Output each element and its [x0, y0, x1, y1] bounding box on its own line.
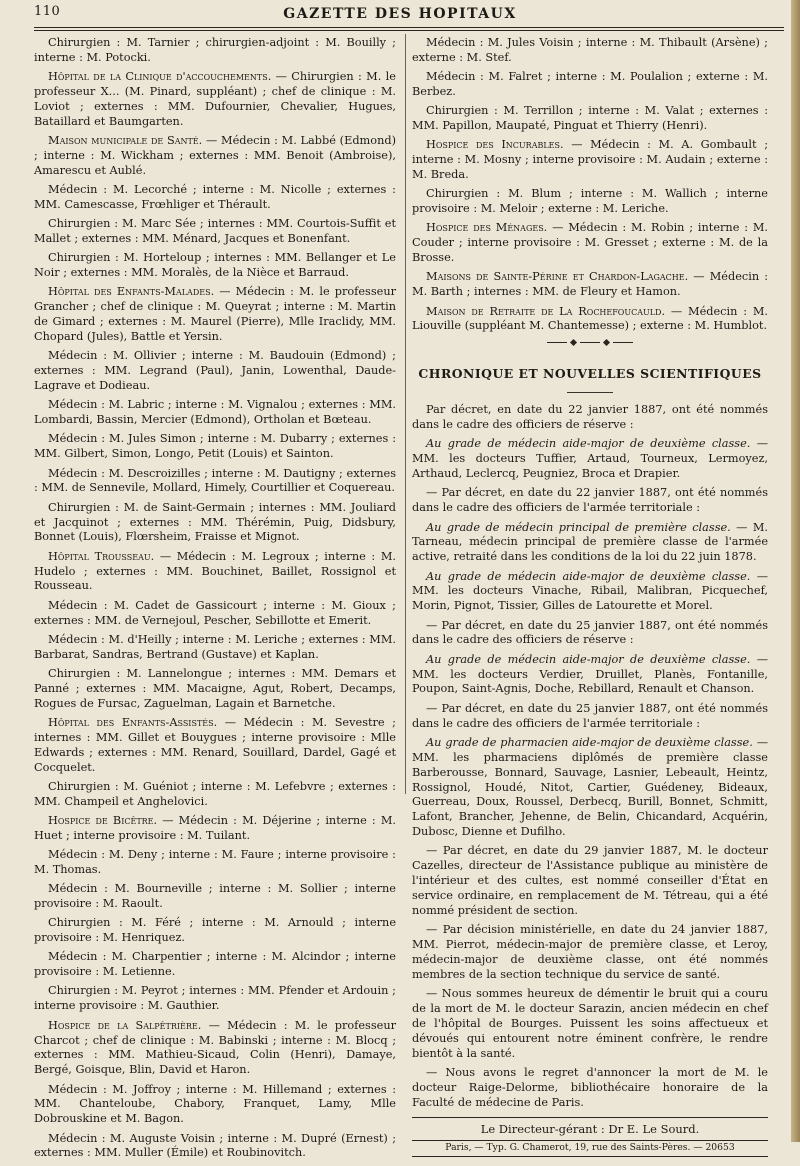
news-item: [412, 987, 768, 1062]
hospital-heading: Hospice de Bicêtre.: [48, 813, 158, 827]
section-ornament: [412, 340, 768, 345]
paragraph-text: Chirurgien : M. Guéniot ; interne : M. Lefebvre ; externes : MM. Champeil et Anghelovici.: [34, 779, 396, 808]
paragraph-text: — Médecin : M. Labbé (Edmond) ; interne : M. Wickham ; externes : MM. Benoit (Ambroise), Amarescu et Aublé.: [34, 134, 396, 177]
news-item: [412, 1066, 768, 1111]
paragraph-text: — Médecin : M. Barth ; internes : MM. de Fleury et Hamon.: [412, 270, 769, 299]
paragraph-text: Chirurgien : M. Tarnier ; chirurgien-adjoint : M. Bouilly ; interne : M. Potocki.: [34, 36, 396, 64]
hospital-heading: Hospice des Incurables.: [426, 138, 564, 152]
grade-lead: Au grade de pharmacien aide-major de deuxième classe.: [426, 735, 753, 749]
section-heading: CHRONIQUE ET NOUVELLES SCIENTIFIQUES: [418, 366, 762, 382]
paragraph-text: Médecin : M. Descroizilles ; interne : M. Dautigny ; externes : MM. de Sennevile, Mollard, Himely, Courtillier et Coquereau.: [34, 466, 396, 495]
paragraph-text: Chirurgien : M. Lannelongue ; internes : MM. Demars et Panné ; externes : MM. Macaigne, Agut, Robert, Decamps, Rogues de Fursac, Zaguelman, Lagain et Barnetche.: [34, 666, 396, 710]
paragraph-text: — Médecin : M. A. Gombault ; interne : M. Mosny ; interne provisoire : M. Audain ; externe : M. Breda.: [412, 138, 768, 182]
header-rule: [34, 30, 784, 31]
staff-entry: [412, 70, 768, 100]
page-number: 110: [34, 4, 61, 19]
paragraph-text: Médecin : M. Labric ; interne : M. Vignalou ; externes : MM. Lombardi, Bassin, Mercier (Edmond), Ortholan et Bœteau.: [34, 398, 396, 427]
closing-rule: [412, 1117, 768, 1118]
staff-entry: [412, 270, 768, 300]
section-rule: [567, 392, 613, 393]
paragraph-text: Chirurgien : M. Marc Sée ; internes : MM. Courtois-Suffit et Mallet ; externes : MM. Ménard, Jacques et Bonenfant.: [34, 217, 396, 246]
staff-entry: [34, 633, 396, 663]
paragraph-text: — Médecin : M. Sevestre ; internes : MM. Gillet et Bouygues ; interne provisoire : Mlle Edwards ; externes : MM. Renard, Souillard, Dardel, Gagé et Cocquelet.: [34, 715, 396, 774]
staff-entry: [34, 984, 396, 1014]
staff-entry: [34, 1083, 396, 1128]
paragraph-text: Médecin : M. Falret ; interne : M. Poulalion ; externe : M. Berbez.: [412, 70, 768, 99]
paragraph-text: — Médecin : M. Legroux ; interne : M. Hudelo ; externes : MM. Bouchinet, Baillet, Rossignol et Rousseau.: [34, 549, 396, 593]
printer-imprint: Paris, — Typ. G. Chamerot, 19, rue des Saints-Pères. — 20653: [412, 1140, 768, 1157]
news-item: [412, 437, 768, 482]
paragraph-text: — MM. les pharmaciens diplômés de première classe Barberousse, Bonnard, Sauvage, Lasnier, Lebeault, Heintz, Rossignol, Houdé, Nitot, Cartier, Guédeney, Bideaux, Guerreau, Doux, Roussel, Derbecq, Burill, Bonnet, Schmitt, Lafont, Brancher, Jehenne, de Belin, Chicandard, Acquérin, Dubosc, Dienne et Dufilho.: [412, 735, 768, 839]
hospital-heading: Hôpital des Enfants-Assistés.: [48, 715, 218, 729]
staff-entry: [34, 780, 396, 810]
paragraph-text: Médecin : M. Ollivier ; interne : M. Baudouin (Edmond) ; externes : MM. Legrand (Paul), Janin, Lowenthal, Daude-Lagrave et Dodieau.: [34, 349, 396, 393]
paragraph-text: Médecin : M. Cadet de Gassicourt ; interne : M. Gioux ; externes : MM. de Vernejoul, Pescher, Sebillotte et Emerit.: [34, 598, 396, 627]
staff-entry: [34, 134, 396, 179]
staff-entry: [34, 183, 396, 213]
staff-entry: [34, 1132, 396, 1162]
paragraph-text: Chirurgien : M. de Saint-Germain ; internes : MM. Jouliard et Jacquinot ; externes : MM. Thérémin, Puig, Didsbury, Bonnet (Louis), Flœrsheim, Fraisse et Mignot.: [34, 500, 396, 544]
paragraph-text: Par décret, en date du 22 janvier 1887, ont été nommés dans le cadre des officiers de réserve :: [412, 403, 768, 432]
staff-entry: [34, 217, 396, 247]
news-item: [412, 486, 768, 516]
paragraph-text: — Médecin : M. le professeur Charcot ; chef de clinique : M. Babinski ; interne : M. Blocq ; externes : MM. Mathieu-Sicaud, Colin (Henri), Damaye, Bergé, Goisque, Blin, David et Haron.: [34, 1018, 396, 1077]
paragraph-text: — Par décision ministérielle, en date du 24 janvier 1887, MM. Pierrot, médecin-major de première classe, et Leroy, médecin-major de deuxième classe, ont été nommés membres de la section technique du service de santé.: [412, 923, 768, 981]
news-item: [412, 702, 768, 732]
page-edge: [791, 0, 800, 1142]
paragraph-text: Chirurgien : M. Peyrot ; internes : MM. Pfender et Ardouin ; interne provisoire : M. Gauthier.: [34, 984, 396, 1013]
staff-entry: [34, 70, 396, 130]
column-divider: [405, 34, 406, 794]
staff-entry: [34, 950, 396, 980]
news-item: [412, 619, 768, 649]
paragraph-text: — MM. les docteurs Tuffier, Artaud, Tourneux, Lermoyez, Arthaud, Leclercq, Peugniez, Broca et Drapier.: [412, 437, 768, 481]
paragraph-text: — MM. les docteurs Vinache, Ribail, Malibran, Picquechef, Morin, Pignot, Tissier, Gilles de Latourette et Morel.: [412, 569, 768, 613]
paragraph-text: Médecin : M. Charpentier ; interne : M. Alcindor ; interne provisoire : M. Letienne.: [34, 950, 396, 979]
paragraph-text: Médecin : M. Auguste Voisin ; interne : M. Dupré (Ernest) ; externes : MM. Muller (Émile) et Roubinovitch.: [34, 1131, 396, 1160]
paragraph-text: Médecin : M. Deny ; interne : M. Faure ; interne provisoire : M. Thomas.: [34, 848, 396, 876]
chronicle-body: [412, 403, 768, 1110]
paragraph-text: Chirurgien : M. Féré ; interne : M. Arnould ; interne provisoire : M. Henriquez.: [34, 916, 396, 945]
hospital-heading: Maison municipale de Santé.: [48, 134, 203, 148]
paragraph-text: — Médecin : M. Robin ; interne : M. Couder ; interne provisoire : M. Gresset ; externe : M. de la Brosse.: [412, 221, 768, 265]
staff-entry: [34, 251, 396, 281]
staff-entry: [34, 349, 396, 394]
staff-entry: [412, 36, 768, 66]
news-item: [412, 653, 768, 698]
paragraph-text: Chirurgien : M. Blum ; interne : M. Wallich ; interne provisoire : M. Meloir ; externe : M. Leriche.: [412, 187, 768, 216]
paragraph-text: — M. Tarneau, médecin principal de première classe de l'armée active, retraité dans les conditions de la loi du 22 juin 1878.: [412, 520, 769, 564]
news-item: [412, 521, 768, 566]
staff-entry: [34, 550, 396, 595]
director-signature: Le Directeur-gérant : Dr E. Le Sourd.: [480, 1121, 700, 1136]
hospital-heading: Hospice des Ménages.: [426, 221, 548, 235]
hospital-heading: Hôpital de la Clinique d'accouchements.: [48, 70, 272, 84]
grade-lead: Au grade de médecin aide-major de deuxième classe.: [426, 569, 751, 583]
staff-entry: [34, 285, 396, 345]
paragraph-text: Chirurgien : M. Terrillon ; interne : M. Valat ; externes : MM. Papillon, Maupaté, Pinguat et Thierry (Henri).: [412, 104, 768, 133]
staff-entry: [412, 305, 768, 335]
grade-lead: Au grade de médecin principal de première classe.: [426, 520, 731, 534]
staff-entry: [34, 1019, 396, 1079]
news-item: [412, 403, 768, 433]
hospital-listing: [412, 36, 768, 334]
paragraph-text: Médecin : M. Jules Voisin ; interne : M. Thibault (Arsène) ; externe : M. Stef.: [412, 36, 768, 64]
paragraph-text: — Par décret, en date du 25 janvier 1887, ont été nommés dans le cadre des officiers de réserve :: [412, 618, 768, 647]
news-item: [412, 844, 768, 919]
staff-entry: [34, 432, 396, 462]
paragraph-text: — Médecin : M. Liouville (suppléant M. Chantemesse) ; externe : M. Humblot.: [412, 304, 768, 333]
hospital-heading: Hospice de la Salpêtrière.: [48, 1018, 202, 1032]
staff-entry: [34, 814, 396, 844]
paragraph-text: Médecin : M. Jules Simon ; interne : M. Dubarry ; externes : MM. Gilbert, Simon, Longo, Petit (Louis) et Sainton.: [34, 432, 396, 461]
hospital-heading: Hôpital des Enfants-Malades.: [48, 285, 215, 299]
staff-entry: [34, 716, 396, 776]
paragraph-text: — MM. les docteurs Verdier, Druillet, Planès, Fontanille, Poupon, Saint-Agnis, Doche, Rebillard, Renault et Chanson.: [412, 652, 768, 696]
paragraph-text: Médecin : M. Lecorché ; interne : M. Nicolle ; externes : MM. Camescasse, Frœhliger et Thérault.: [34, 183, 396, 211]
staff-entry: [412, 138, 768, 183]
right-column: [412, 36, 768, 1157]
hospital-heading: Maison de Retraite de La Rochefoucauld.: [426, 304, 666, 318]
grade-lead: Au grade de médecin aide-major de deuxième classe.: [426, 437, 751, 451]
paragraph-text: — Par décret, en date du 22 janvier 1887, ont été nommés dans le cadre des officiers de l'armée territoriale :: [412, 486, 768, 515]
paragraph-text: — Par décret, en date du 25 janvier 1887, ont été nommés dans le cadre des officiers de l'armée territoriale :: [412, 701, 768, 730]
hospital-heading: Maisons de Sainte-Périne et Chardon-Lagache.: [426, 270, 689, 284]
paragraph-text: — Chirurgien : M. le professeur X... (M. Pinard, suppléant) ; chef de clinique : M. Loviot ; externes : MM. Dufournier, Chevalier, Hugues, Bataillard et Baumgarten.: [34, 70, 396, 128]
grade-lead: Au grade de médecin aide-major de deuxième classe.: [426, 652, 751, 666]
paragraph-text: — Nous sommes heureux de démentir le bruit qui a couru de la mort de M. le docteur Sarazin, ancien médecin en chef de l'hôpital de Bourges. Puissent les soins affectueux et dévoués qui entourent notre éminent confrère, le rendre bientôt à la santé.: [412, 987, 768, 1060]
staff-entry: [412, 221, 768, 266]
news-item: [412, 923, 768, 983]
staff-entry: [34, 398, 396, 428]
paragraph-text: Médecin : M. Joffroy ; interne : M. Hillemand ; externes : MM. Chanteloube, Chabory, Franquet, Lamy, Mlle Dobrouskine et M. Bagon.: [34, 1082, 396, 1126]
paragraph-text: — Médecin : M. le professeur Grancher ; chef de clinique : M. Queyrat ; interne : M. Martin de Gimard ; externes : M. Maurel (Pierre), Mlle Iraclidy, MM. Chopard (Jules), Battle et Yersin.: [34, 285, 397, 344]
paragraph-text: Chirurgien : M. Horteloup ; internes : MM. Bellanger et Le Noir ; externes : MM. Moralès, de la Nièce et Barraud.: [34, 251, 396, 280]
staff-entry: [34, 882, 396, 912]
left-column: [34, 36, 396, 1166]
paragraph-text: Médecin : M. Bourneville ; interne : M. Sollier ; interne provisoire : M. Raoult.: [34, 882, 396, 911]
paragraph-text: — Nous avons le regret d'annoncer la mort de M. le docteur Raige-Delorme, bibliothécaire honoraire de la Faculté de médecine de Paris.: [412, 1066, 768, 1109]
staff-entry: [34, 667, 396, 712]
paragraph-text: — Par décret, en date du 29 janvier 1887, M. le docteur Cazelles, directeur de l'Assistance publique au ministère de l'intérieur et des cultes, est nommé conseiller d'État en service ordinaire, en remplacement de M. Tétreau, qui a été nommé président de section.: [412, 844, 768, 918]
staff-entry: [34, 848, 396, 878]
news-item: [412, 736, 768, 840]
paragraph-text: — Médecin : M. Déjerine ; interne : M. Huet ; interne provisoire : M. Tuilant.: [34, 813, 396, 842]
hospital-heading: Hôpital Trousseau.: [48, 549, 155, 563]
staff-entry: [34, 467, 396, 497]
staff-entry: [34, 916, 396, 946]
staff-entry: [412, 104, 768, 134]
staff-entry: [34, 599, 396, 629]
staff-entry: [412, 187, 768, 217]
staff-entry: [34, 36, 396, 66]
journal-title: GAZETTE DES HOPITAUX: [283, 6, 517, 22]
paragraph-text: Médecin : M. d'Heilly ; interne : M. Leriche ; externes : MM. Barbarat, Sandras, Bertrand (Gustave) et Kaplan.: [34, 632, 396, 661]
header-rule: [34, 27, 784, 28]
news-item: [412, 570, 768, 615]
staff-entry: [34, 501, 396, 546]
